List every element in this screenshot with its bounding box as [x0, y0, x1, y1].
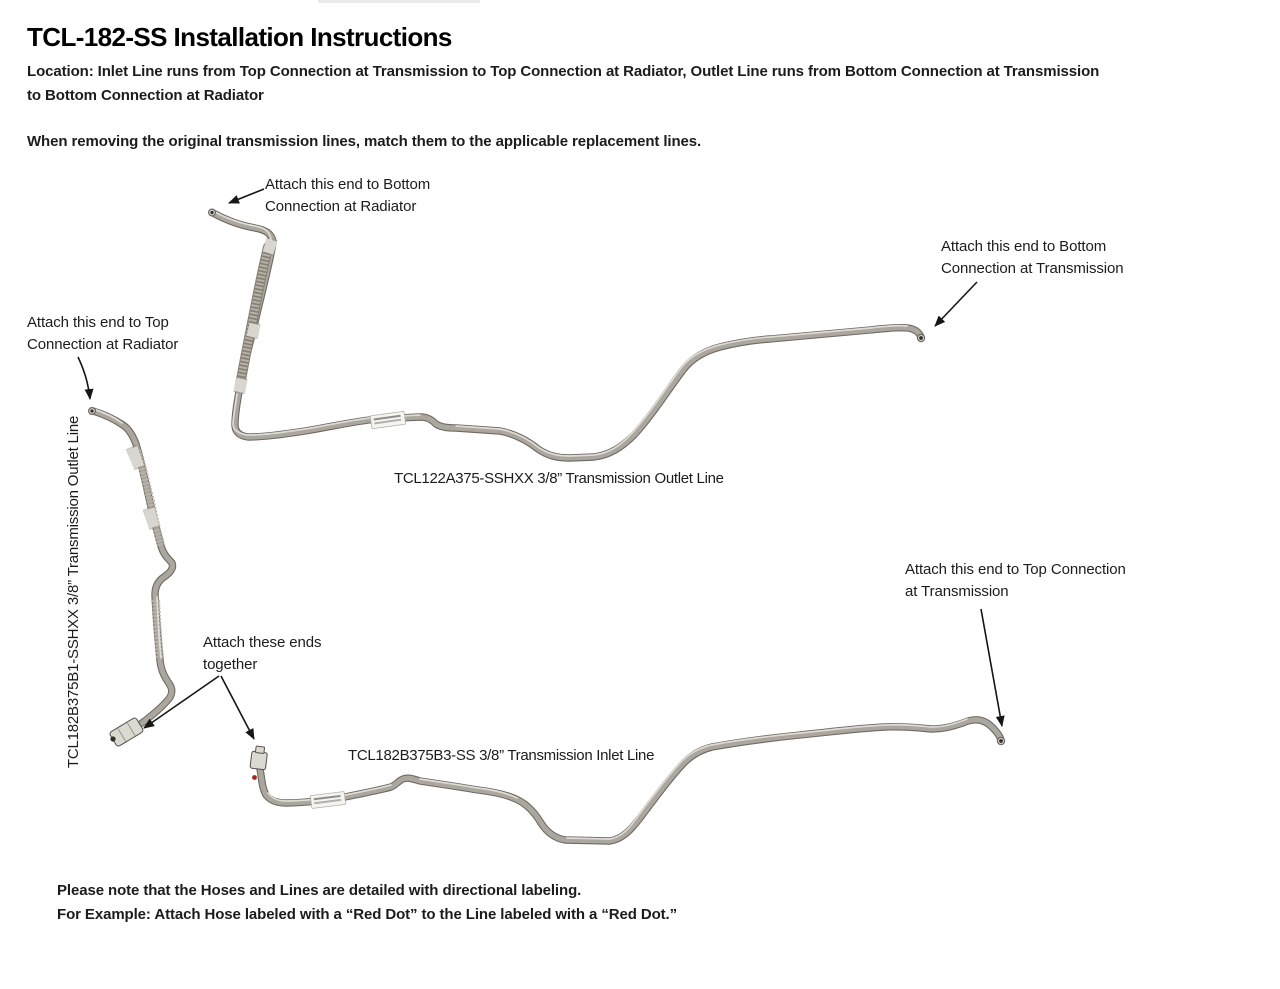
page-title: TCL-182-SS Installation Instructions: [27, 22, 452, 52]
footer-note-line-1: Please note that the Hoses and Lines are detailed with directional labeling.: [57, 882, 582, 899]
tube-end-transmission-bottom: [917, 334, 924, 341]
callout-line: at Transmission: [905, 583, 1009, 600]
upper-outlet-tube: [209, 209, 925, 458]
callout-radiator-top: [27, 312, 178, 356]
left-tube-end-fitting: [109, 717, 144, 747]
braid-collar: [132, 448, 139, 467]
left-outlet-tube: [89, 408, 173, 747]
footer-note-line-2: For Example: Attach Hose labeled with a “Red Dot” to the Line labeled with a “Red Dot.”: [57, 906, 677, 923]
arrow-to-outlet-join-end: [144, 676, 219, 728]
tube-end-radiator-top: [89, 408, 96, 415]
arrow-to-radiator-bottom-end: [229, 189, 264, 203]
arrow-to-inlet-join-end: [221, 676, 254, 739]
part-label-lower-inlet-line: TCL182B375B3-SS 3/8” Transmission Inlet Line: [348, 747, 655, 764]
callout-line: Connection at Radiator: [27, 336, 179, 353]
red-dot-marker: [252, 775, 257, 780]
callout-line: Connection at Radiator: [265, 198, 417, 215]
location-note-line-2: to Bottom Connection at Radiator: [27, 87, 264, 104]
callout-line: Attach this end to Top: [27, 314, 169, 331]
footer-note: [57, 879, 677, 927]
callout-line: Attach this end to Bottom: [941, 238, 1107, 255]
braid-collar: [149, 509, 154, 527]
upper-tube-sticker: [370, 411, 405, 429]
callout-line: Connection at Transmission: [941, 260, 1124, 277]
match-note: When removing the original transmission lines, match them to the applicable replacement lines.: [27, 133, 702, 150]
part-label-upper-outlet-line: TCL122A375-SSHXX 3/8” Transmission Outlet Line: [394, 470, 724, 487]
arrow-to-transmission-bottom-end: [935, 282, 977, 326]
part-label-left-outlet-line-vertical: TCL182B375B1-SSHXX 3/8” Transmission Outlet Line: [65, 415, 82, 769]
arrow-to-radiator-top-end: [78, 357, 90, 399]
callout-radiator-bottom: [265, 174, 430, 218]
callout-line: Attach this end to Top Connection: [905, 561, 1126, 578]
callout-transmission-top: [905, 559, 1126, 603]
callout-transmission-bottom: [941, 236, 1124, 280]
tube-end-radiator-bottom: [209, 209, 216, 216]
location-note-line-1: Location: Inlet Line runs from Top Connection at Transmission to Top Connection at Radiator, Outlet Line runs from Bottom Connection at Transmission: [27, 63, 1100, 80]
callout-line: Attach this end to Bottom: [265, 176, 431, 193]
tube-end-transmission-top: [997, 737, 1004, 744]
callout-line: together: [203, 656, 258, 673]
callout-line: Attach these ends: [203, 634, 322, 651]
upper-tube-braid: [239, 239, 272, 393]
callout-ends-together: [203, 632, 321, 676]
arrow-to-transmission-top-end: [981, 609, 1002, 726]
lower-inlet-tube: [250, 719, 1005, 841]
left-tube-braid: [131, 447, 161, 658]
lower-tube-sticker: [310, 791, 345, 808]
